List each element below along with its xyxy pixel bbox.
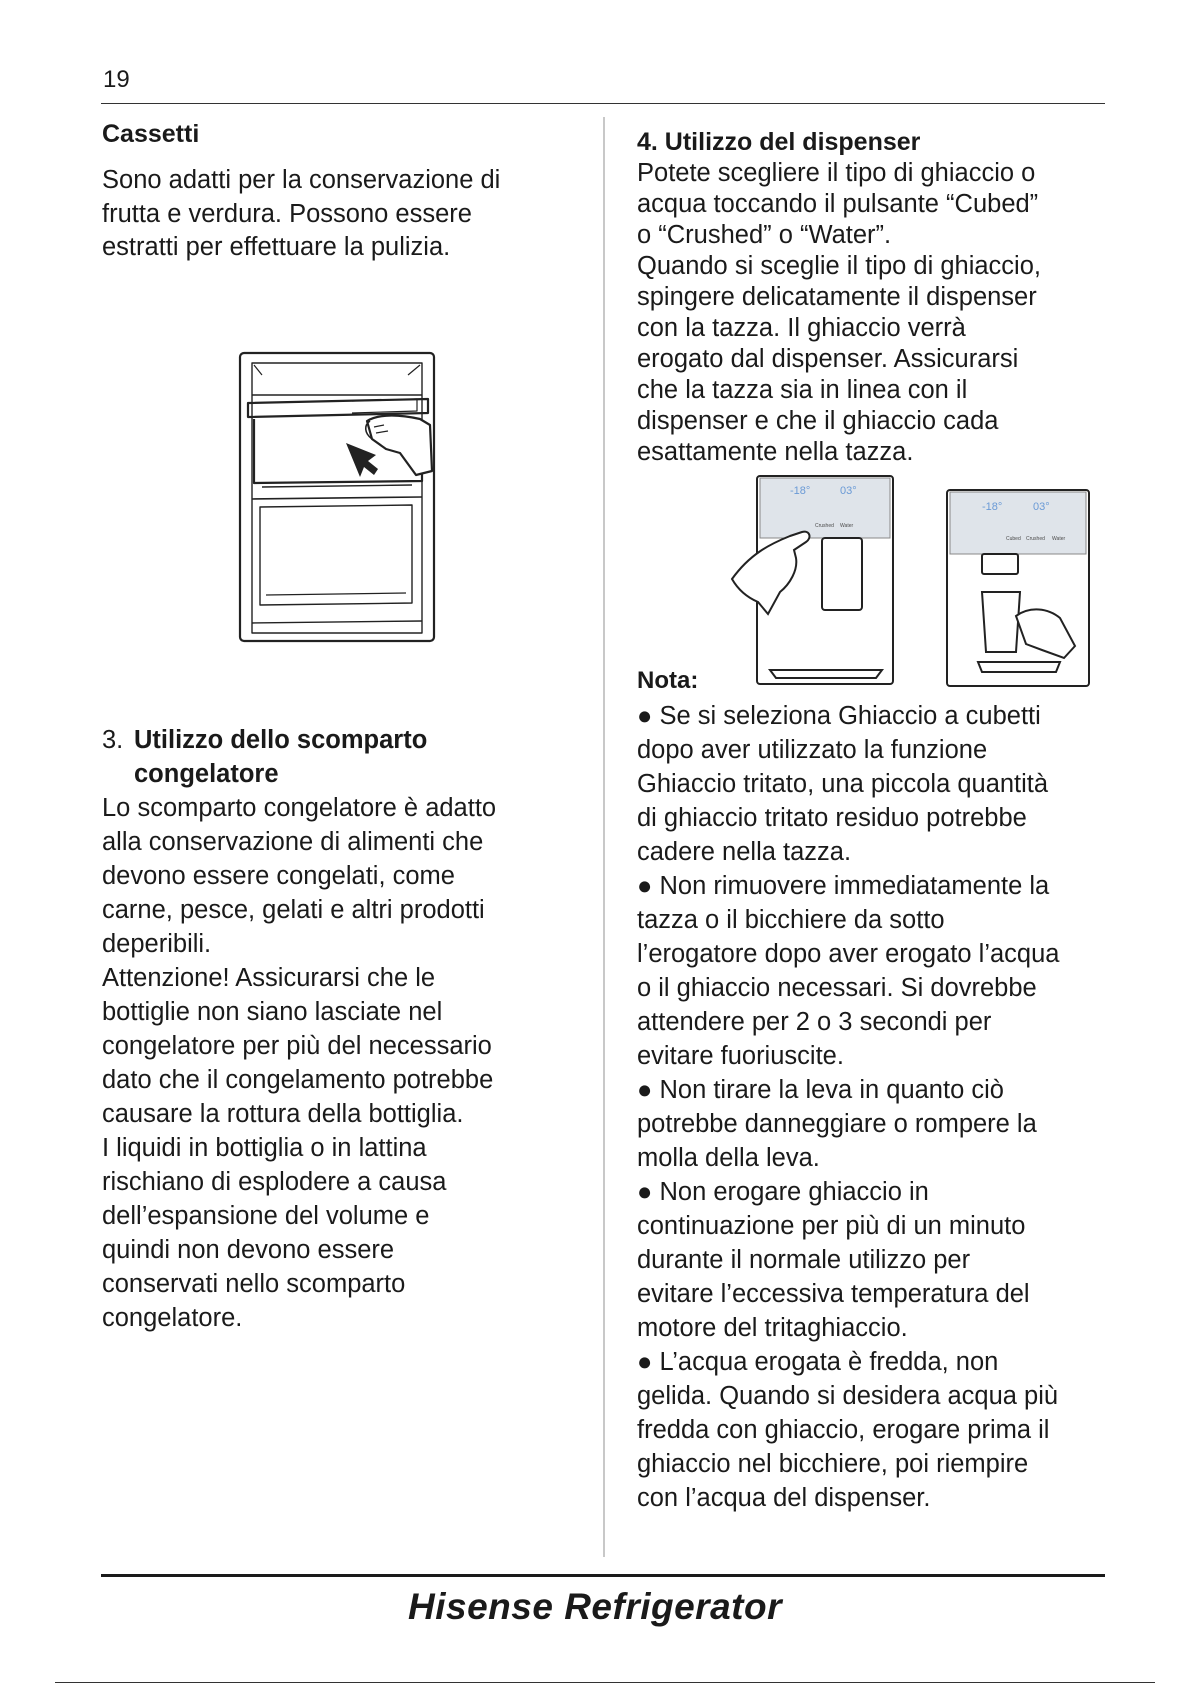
bottom-rule [55, 1682, 1155, 1683]
panel-right-button-b: Crushed [1026, 536, 1045, 542]
note-item: ● Non erogare ghiaccio in continuazione per più di un minuto durante il normale utilizzo per evitare l’eccessiva temperatura del motore del tritaghiaccio. [637, 1178, 1030, 1342]
dispenser-illustration [730, 474, 1110, 694]
panel-right-button-a: Cubed [1006, 536, 1021, 542]
panel-left-temp-b: 03° [840, 485, 857, 497]
drawers-paragraph: Sono adatti per la conservazione di frutta e verdura. Possono essere estratti per effettuare la pulizia. [102, 166, 501, 261]
note-item: ● L’acqua erogata è fredda, non gelida. Quando si desidera acqua più fredda con ghiaccio, erogare prima il ghiaccio nel bicchiere, poi riempire con l’acqua del dispenser. [637, 1348, 1059, 1512]
panel-right-temp-a: -18° [982, 501, 1003, 513]
note-item: ● Non rimuovere immediatamente la tazza o il bicchiere da sotto l’erogatore dopo aver erogato l’acqua o il ghiaccio necessari. Si dovrebbe attendere per 2 o 3 secondi per evitare fuoriuscite. [637, 872, 1060, 1070]
panel-right-temp-b: 03° [1033, 501, 1050, 513]
panel-left-button-a: Crushed [815, 523, 834, 529]
freezer-heading [102, 723, 572, 791]
column-divider [603, 117, 605, 1557]
dispenser-heading: 4. Utilizzo del dispenser [637, 128, 921, 156]
panel-right-button-c: Water [1052, 536, 1066, 542]
header-rule [101, 103, 1105, 104]
note-item: ● Non tirare la leva in quanto ciò potrebbe danneggiare o rompere la molla della leva. [637, 1076, 1037, 1172]
left-column [102, 118, 572, 1335]
panel-left-button-b: Water [840, 523, 854, 529]
brand-footer: Hisense Refrigerator [408, 1586, 782, 1627]
notes-section [637, 665, 1107, 1515]
dispenser-paragraph: Potete scegliere il tipo di ghiaccio o acqua toccando il pulsante “Cubed” o “Crushed” o “Water”. Quando si sceglie il tipo di ghiaccio, spingere delicatamente il dispenser con la tazza. Il ghiaccio verrà erogato dal dispenser. Assicurarsi che la tazza sia in linea con il dispenser e che il ghiaccio cada esattamente nella tazza. [637, 159, 1041, 466]
page-number: 19 [103, 66, 130, 93]
freezer-heading-title: Utilizzo dello scomparto congelatore [134, 725, 428, 788]
footer-rule [101, 1574, 1105, 1577]
notes-list [637, 699, 1107, 1515]
right-column [637, 126, 1107, 468]
note-item: ● Se si seleziona Ghiaccio a cubetti dopo aver utilizzato la funzione Ghiaccio tritato, una piccola quantità di ghiaccio tritato residuo potrebbe cadere nella tazza. [637, 702, 1049, 866]
nota-label: Nota: [637, 667, 699, 694]
drawers-heading: Cassetti [102, 120, 200, 148]
panel-left-temp-a: -18° [790, 485, 811, 497]
freezer-heading-number: 3. [102, 725, 124, 754]
dispenser-right [947, 490, 1089, 686]
freezer-paragraph: Lo scomparto congelatore è adatto alla conservazione di alimenti che devono essere congelati, come carne, pesce, gelati e altri prodotti deperibili. Attenzione! Assicurarsi che le bottiglie non siano lasciate nel congelatore per più del necessario dato che il congelamento potrebbe causare la rottura della bottiglia. I liquidi in bottiglia o in lattina rischiano di esplodere a causa dell’espansione del volume e quindi non devono essere conservati nello scomparto congelatore. [102, 793, 497, 1332]
drawer-illustration [102, 303, 572, 673]
